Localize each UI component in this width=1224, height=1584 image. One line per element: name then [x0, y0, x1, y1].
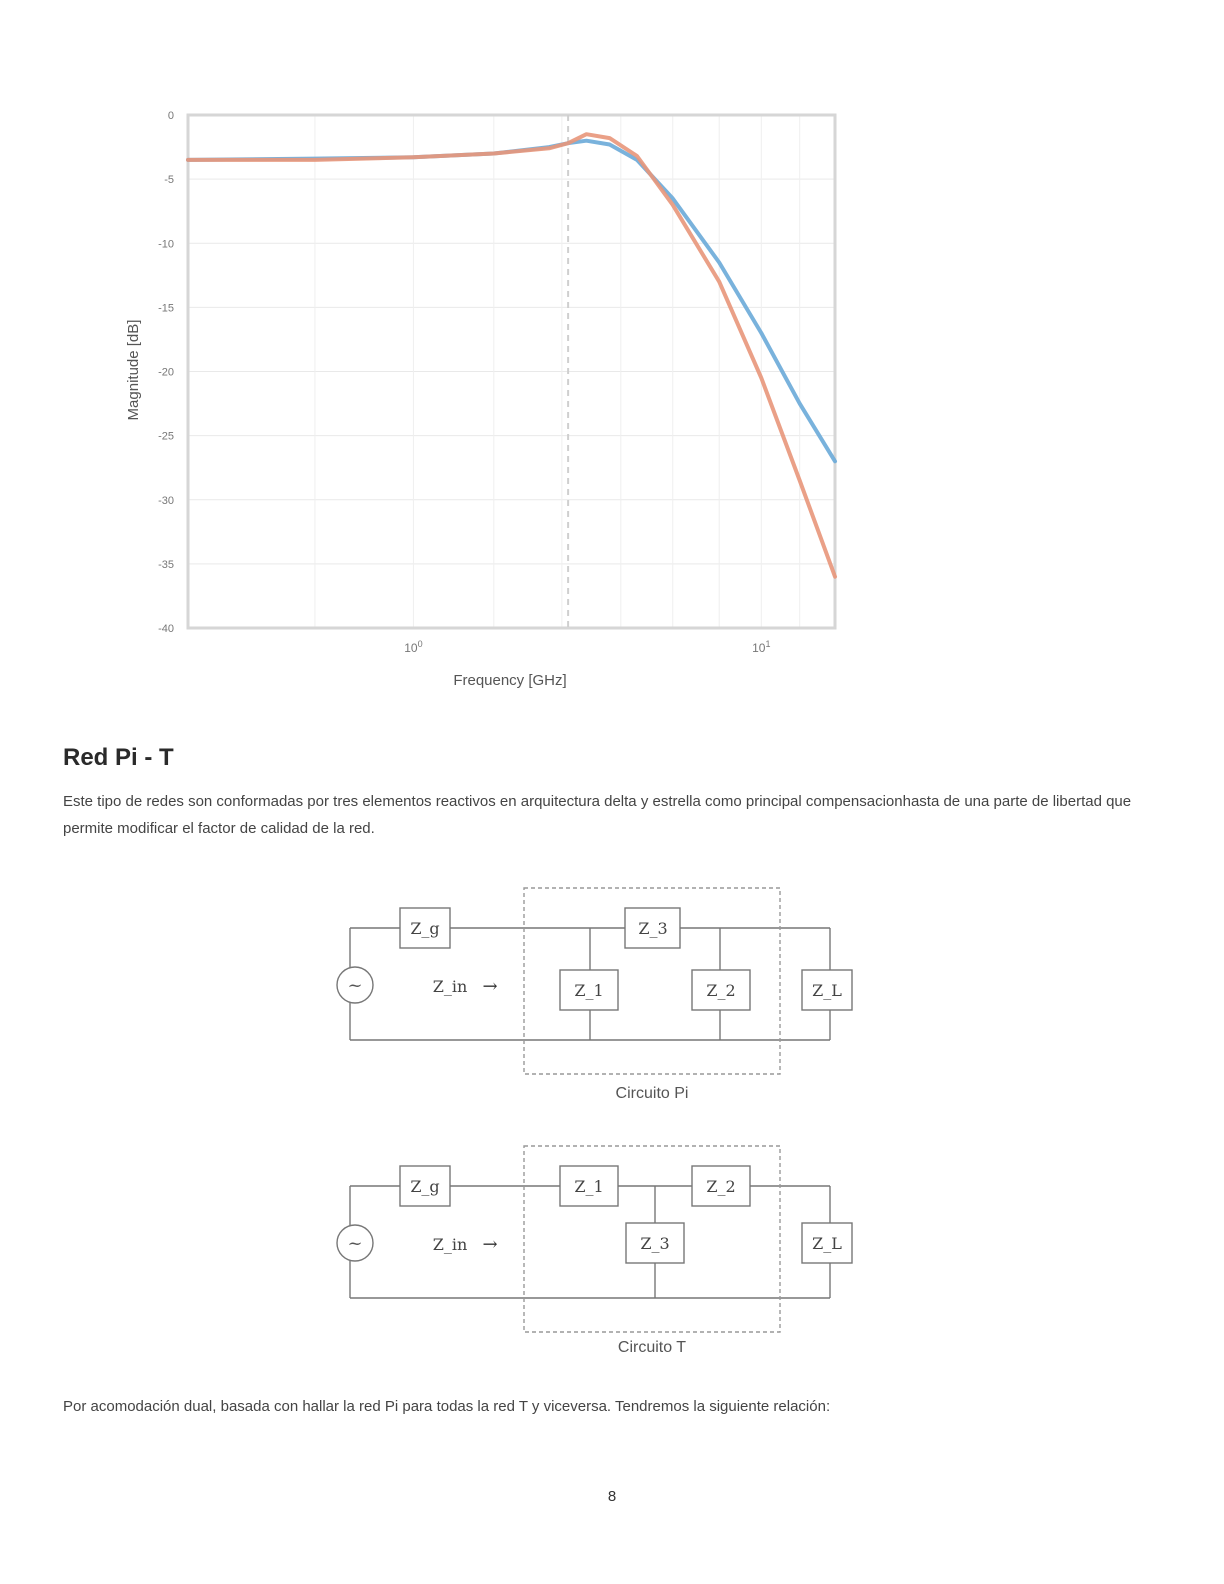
y-tick-label: -20: [158, 366, 174, 379]
closing-paragraph: Por acomodación dual, basada con hallar la red Pi para todas la red T y viceversa. Tendremos la siguiente relación:: [63, 1398, 831, 1415]
pi-caption: Circuito Pi: [615, 1085, 689, 1102]
z2-label: Z_2: [706, 981, 736, 1000]
z2-label: Z_2: [706, 1177, 736, 1196]
zl-label: Z_L: [812, 981, 842, 1000]
y-tick-label: -5: [164, 174, 174, 187]
x-axis-label: Frequency [GHz]: [453, 672, 567, 689]
zin-arrow-icon: →: [482, 1234, 498, 1255]
y-tick-label: 0: [167, 110, 174, 122]
zl-label: Z_L: [812, 1234, 842, 1253]
section-paragraph: Este tipo de redes son conformadas por tres elementos reactivos en arquitectura delta y estrella como principal compensacionhasta de una parte de libertad que permite modificar el factor de calidad de la red.: [63, 793, 1132, 837]
x-tick-labels: [404, 639, 770, 655]
series-line-2: [188, 134, 835, 577]
z3-label: Z_3: [638, 919, 668, 938]
x-tick-label: $10^1$: [752, 639, 771, 655]
y-tick-label: -15: [158, 302, 174, 315]
t-caption: Circuito T: [617, 1339, 687, 1356]
y-tick-label: -10: [158, 238, 174, 251]
page-number: 8: [607, 1488, 617, 1505]
y-axis-label: Magnitude [dB]: [125, 319, 142, 421]
y-tick-label: -35: [158, 558, 174, 571]
zg-label: Z_g: [410, 1177, 440, 1196]
series-line-1: [188, 141, 835, 462]
zin-arrow-icon: →: [482, 976, 498, 997]
z1-label: Z_1: [574, 1177, 604, 1196]
section-title: Red Pi - T: [63, 744, 174, 771]
zg-label: Z_g: [410, 919, 440, 938]
y-tick-label: -25: [158, 430, 174, 443]
z3-label: Z_3: [640, 1234, 670, 1253]
y-tick-labels: [158, 110, 174, 635]
source-symbol: ~: [347, 1233, 363, 1254]
x-tick-label: $10^0$: [404, 639, 423, 655]
zin-label: Z_in: [432, 1235, 468, 1254]
chart-series: [188, 134, 835, 577]
zin-label: Z_in: [432, 977, 468, 996]
z1-label: Z_1: [574, 981, 604, 1000]
y-tick-label: -40: [158, 623, 174, 635]
chart-grid: [188, 115, 835, 628]
t-network-diagram: [320, 1138, 880, 1368]
magnitude-chart: [100, 90, 860, 710]
source-symbol: ~: [347, 975, 363, 996]
pi-network-diagram: [320, 880, 880, 1110]
y-tick-label: -30: [158, 494, 174, 507]
